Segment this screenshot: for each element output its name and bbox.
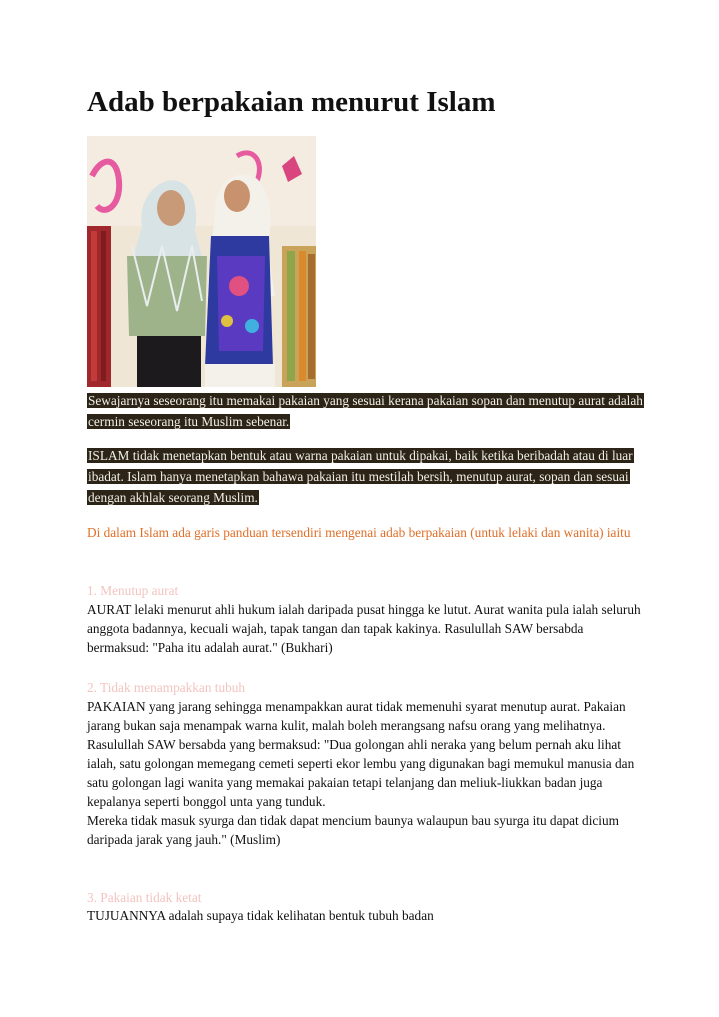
section-body: PAKAIAN yang jarang sehingga menampakkan aurat tidak memenuhi syarat menutup aurat. Pakaian jarang bukan saja menampak warna kulit, malah boleh merangsang nafsu orang yang melihatnya. Rasulullah SAW bersabda yang bermaksud: "Dua golongan ahli neraka yang belum pernah aku lihat ialah, satu golongan memegang cemeti seperti ekor lembu yang digunakan bagi memukul manusia dan satu golongan lagi wanita yang memakai pakaian tetapi telanjang dan meliuk-liukkan badan juga kepalanya seperti bonggol unta yang tunduk. Mereka tidak masuk syurga dan tidak dapat mencium baunya walaupun bau syurga itu dapat dicium daripada jarak yang jauh." (Muslim) bbox=[87, 699, 635, 847]
highlight-paragraph bbox=[87, 446, 647, 508]
intro-paragraph: Di dalam Islam ada garis panduan tersendiri mengenai adab berpakaian (untuk lelaki dan wanita) iaitu bbox=[87, 525, 631, 540]
page-title: Adab berpakaian menurut Islam bbox=[87, 86, 496, 118]
article-photo bbox=[87, 136, 316, 387]
highlight-paragraph-text: Sewajarnya seseorang itu memakai pakaian yang sesuai kerana pakaian sopan dan menutup aurat adalah cermin seseorang itu Muslim sebenar. bbox=[88, 393, 643, 429]
section-body: TUJUANNYA adalah supaya tidak kelihatan bentuk tubuh badan bbox=[87, 908, 434, 923]
photo-two-women-hijab-icon bbox=[87, 136, 316, 387]
section-heading: 1. Menutup aurat bbox=[87, 583, 179, 598]
section-heading: 3. Pakaian tidak ketat bbox=[87, 890, 202, 905]
highlight-paragraph-text: ISLAM tidak menetapkan bentuk atau warna pakaian untuk dipakai, baik ketika beribadah atau di luar ibadat. Islam hanya menetapkan bahawa pakaian itu mestilah bersih, menutup aurat, sopan dan sesuai dengan akhlak seorang Muslim. bbox=[88, 448, 633, 505]
highlight-paragraph bbox=[87, 391, 647, 433]
section-heading: 2. Tidak menampakkan tubuh bbox=[87, 680, 246, 695]
section-body: AURAT lelaki menurut ahli hukum ialah daripada pusat hingga ke lutut. Aurat wanita pula ialah seluruh anggota badannya, kecuali wajah, tapak tangan dan tapak kakinya. Rasulullah SAW bersabda bermaksud: "Paha itu adalah aurat." (Bukhari) bbox=[87, 602, 641, 655]
